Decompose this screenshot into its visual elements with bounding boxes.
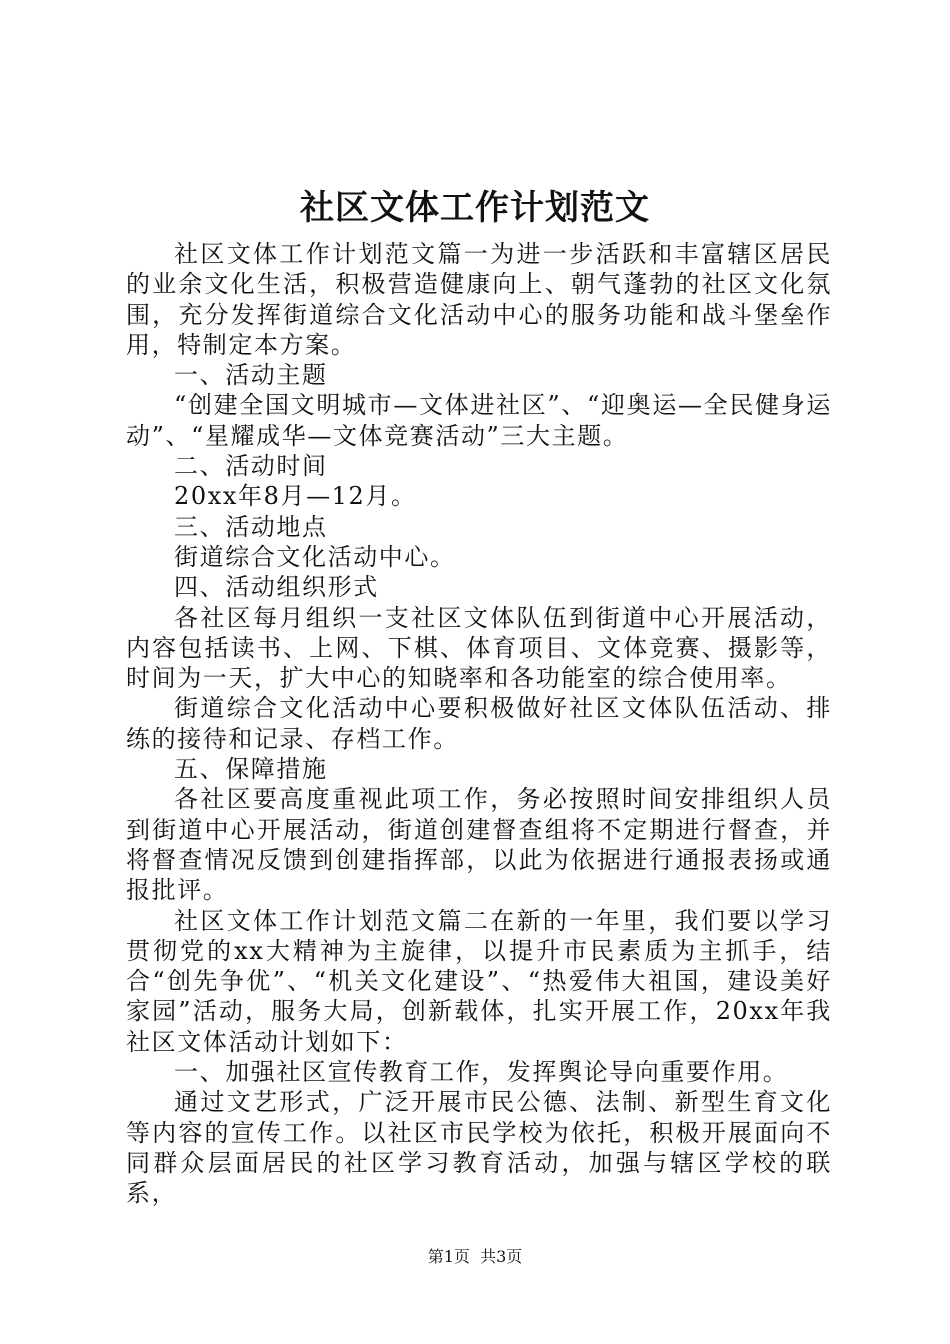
paragraph: “创建全国文明城市—文体进社区”、“迎奥运—全民健身运动”、“星耀成华—文体竞赛活动”三大主题。 <box>126 391 832 450</box>
paragraph: 各社区要高度重视此项工作，务必按照时间安排组织人员到街道中心开展活动，街道创建督查组将不定期进行督查，并将督查情况反馈到创建指挥部，以此为依据进行通报表扬或通报批评。 <box>126 785 832 905</box>
section-heading: 一、活动主题 <box>174 361 328 390</box>
section-heading: 一、加强社区宣传教育工作，发挥舆论导向重要作用。 <box>174 1058 789 1087</box>
section-heading: 三、活动地点 <box>174 512 328 541</box>
document-body <box>126 239 832 1209</box>
paragraph: 各社区每月组织一支社区文体队伍到街道中心开展活动，内容包括读书、上网、下棋、体育项目、文体竞赛、摄影等，时间为一天，扩大中心的知晓率和各功能室的综合使用率。 <box>126 603 832 693</box>
paragraph: 20xx年8月—12月。 <box>174 482 417 511</box>
paragraph: 社区文体工作计划范文篇一为进一步活跃和丰富辖区居民的业余文化生活，积极营造健康向上、朝气蓬勃的社区文化氛围，充分发挥街道综合文化活动中心的服务功能和战斗堡垒作用，特制定本方案。 <box>126 240 832 359</box>
section-heading: 四、活动组织形式 <box>174 573 379 602</box>
paragraph: 社区文体工作计划范文篇二在新的一年里，我们要以学习贯彻党的xx大精神为主旋律，以提升市民素质为主抓手，结合“创先争优”、“机关文化建设”、“热爱伟大祖国，建设美好家园”活动，服务大局，创新载体，扎实开展工作，20xx年我社区文体活动计划如下： <box>126 906 832 1056</box>
section-heading: 二、活动时间 <box>174 452 328 481</box>
paragraph: 通过文艺形式，广泛开展市民公德、法制、新型生育文化等内容的宣传工作。以社区市民学校为依托，积极开展面向不同群众层面居民的社区学习教育活动，加强与辖区学校的联系， <box>126 1088 832 1208</box>
paragraph: 街道综合文化活动中心要积极做好社区文体队伍活动、排练的接待和记录、存档工作。 <box>126 694 832 753</box>
paragraph: 街道综合文化活动中心。 <box>174 542 456 571</box>
section-heading: 五、保障措施 <box>174 755 328 784</box>
page-footer <box>0 1245 950 1269</box>
page-number: 第1页 共3页 <box>427 1247 523 1266</box>
document-title: 社区文体工作计划范文 <box>300 188 650 228</box>
